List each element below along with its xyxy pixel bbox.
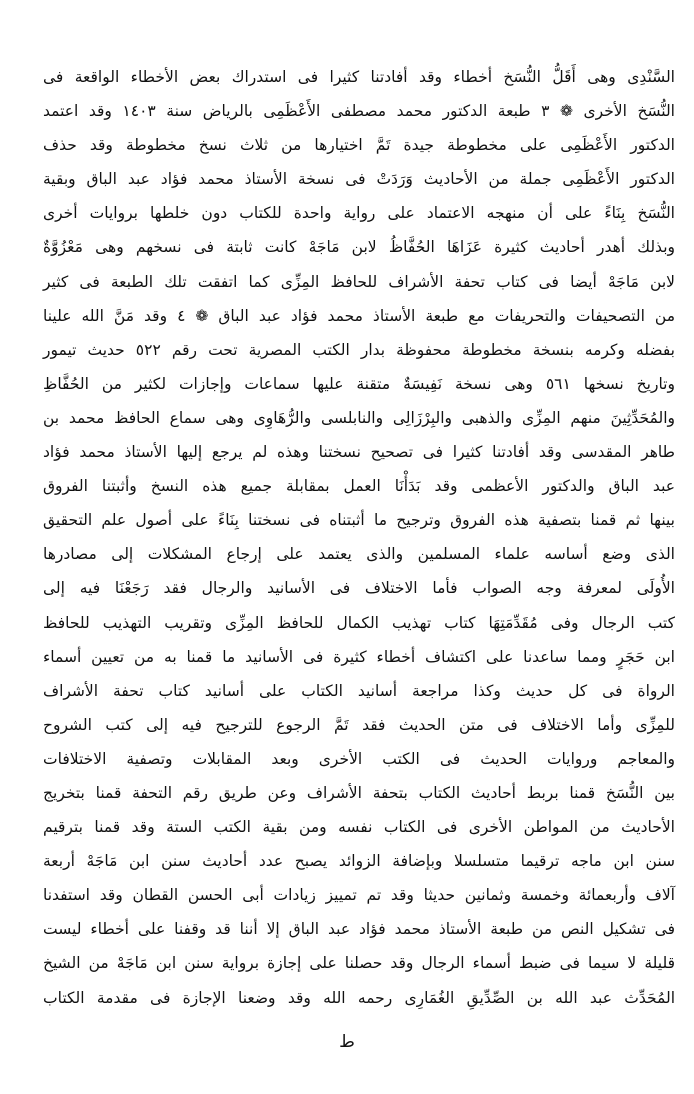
text-line: آلاف وأربعمائة وخمسة وثمانين حديثا وقد تم تمييز زيادات أبى الحسن القطان وقد استفدنا [43, 886, 675, 905]
text-line: سنن ابن ماجه ترقيما متسلسلا وبإضافة الزوائد يصبح عدد أحاديث سنن ابن مَاجَهْ أربعة [43, 852, 675, 871]
page-number: ط [339, 1032, 355, 1052]
text-line: السَّنْدِى وهى أَقَلُّ النُّسَخ أخطاء وقد أفادتنا كثيرا فى استدراك بعض الأخطاء الواقعة فى [43, 68, 675, 86]
text-line: طاهر المقدسى وقد أفادتنا كثيرا فى تصحيح نسختنا وهذه لم يرجع إليها الأستاذ محمد فؤاد [43, 443, 675, 462]
text-line: عبد الباق والدكتور الأعظمى وقد بَدَأْنَا العمل بمقابلة جميع هذه النسخ وأثبتنا الفروق [43, 477, 675, 496]
text-line: وتاريخ نسخها ٥٦١ وهى نسخة نَفِيسَةٌ متقنة عليها سماعات وإجازات لكثير من الحُفَّاظِ [43, 374, 675, 393]
text-line: فى تشكيل النص من طبعة الأستاذ محمد فؤاد عبد الباق إلا أننا قد وقفنا على أخطاء ليست [43, 920, 675, 939]
text-line: الأحاديث من المواطن الأخرى فى الكتاب نفسه ومن بقية الكتب الستة وقد قمنا بترقيم [43, 818, 675, 837]
text-line: النُّسَخ الأخرى ❁ ٣ طبعة الدكتور محمد مصطفى الأَعْظَمِى بالرياض سنة ١٤٠٣ وقد اعتمد [43, 102, 675, 121]
text-line: الدكتور الأَعْظَمِى جملة من الأحاديث وَرَدَتْ فى نسخة الأستاذ محمد فؤاد عبد الباق وبقية [43, 170, 675, 189]
text-line: ابن حَجَرٍ ومما ساعدنا على اكتشاف أخطاء كثيرة فى الأسانيد ما قمنا به من تعيين أسماء [43, 647, 675, 666]
text-line: بفضله وكرمه بنسخة مخطوطة محفوظة بدار الكتب المصرية تحت رقم ٥٢٢ حديث تيمور [43, 340, 675, 359]
page-body [43, 60, 675, 1015]
text-line: من التصحيفات والتحريفات مع طبعة الأستاذ محمد فؤاد عبد الباق ❁ ٤ وقد مَنَّ الله علينا [43, 306, 675, 325]
text-line: الرواة فى كل حديث وكذا مراجعة أسانيد الكتاب على أسانيد كتاب تحفة الأشراف [43, 681, 675, 700]
text-line: كتب الرجال وفى مُقَدِّمَتِهَا كتاب تهذيب الكمال للحافظ المِزِّى وتقريب التهذيب للحافظ [43, 613, 675, 632]
text-line: النُّسَخ بِنَاءً على أن منهجه الاعتماد على رواية واحدة للكتاب دون خلطها بروايات أخرى [43, 204, 675, 223]
text-line: الدكتور الأَعْظَمِى على مخطوطة جيدة تَمَّ اختيارها من ثلاث نسخ مخطوطة وقد حذف [43, 136, 675, 155]
text-line: للمِزِّى وأما الاختلاف فى متن الحديث فقد تَمَّ الرجوع للترجيح فيه إلى كتب الشروح [43, 715, 675, 734]
text-line: وبذلك أهدر أحاديث كثيرة عَزَاهَا الحُفَّاظُ لابن مَاجَهْ كانت ثابتة فى نسخهم وهى مَعْزُوَّةٌ [43, 238, 675, 257]
text-line: لابن مَاجَهْ أيضا فى كتاب تحفة الأشراف للحافظ المِزِّى كما اتفقت تلك الطبعة فى كثير [43, 272, 675, 291]
text-line: بينها ثم قمنا بتصفية هذه الفروق وترجيح ما أثبتناه فى نسختنا بِنَاءً على أصول علم التحقيق [43, 511, 675, 530]
text-line: بين النُّسَخ قمنا بربط أحاديث الكتاب بتحفة الأشراف وعن طريق رقم التحفة قمنا بتخريج [43, 783, 675, 802]
text-line: والمُحَدِّثِينَ منهم المِزِّى والذهبى والبِرْزَالِى والنابلسى والرُّهَاوِى وهى سماع الحافظ محمد بن [43, 408, 675, 427]
text-line: الذى وضع أساسه علماء المسلمين والذى يعتمد على إرجاع المشكلات إلى مصادرها [43, 545, 675, 564]
text-line: المُحَدِّث عبد الله بن الصِّدِّيقِ الغُمَارِى رحمه الله وقد وضعنا الإجازة فى مقدمة الكتاب [43, 988, 675, 1007]
text-line: قليلة لا سيما فى ضبط أسماء الرجال وقد حصلنا على إجازة برواية سنن ابن مَاجَهْ من الشيخ [43, 954, 675, 973]
text-line: والمعاجم وروايات الحديث فى الكتب الأخرى وبعد المقابلات وتصفية الاختلافات [43, 749, 675, 768]
text-line: الأُولَى لمعرفة وجه الصواب فأما الاختلاف فى الأسانيد والرجال فقد رَجَعْنَا فيه إلى [43, 579, 675, 598]
